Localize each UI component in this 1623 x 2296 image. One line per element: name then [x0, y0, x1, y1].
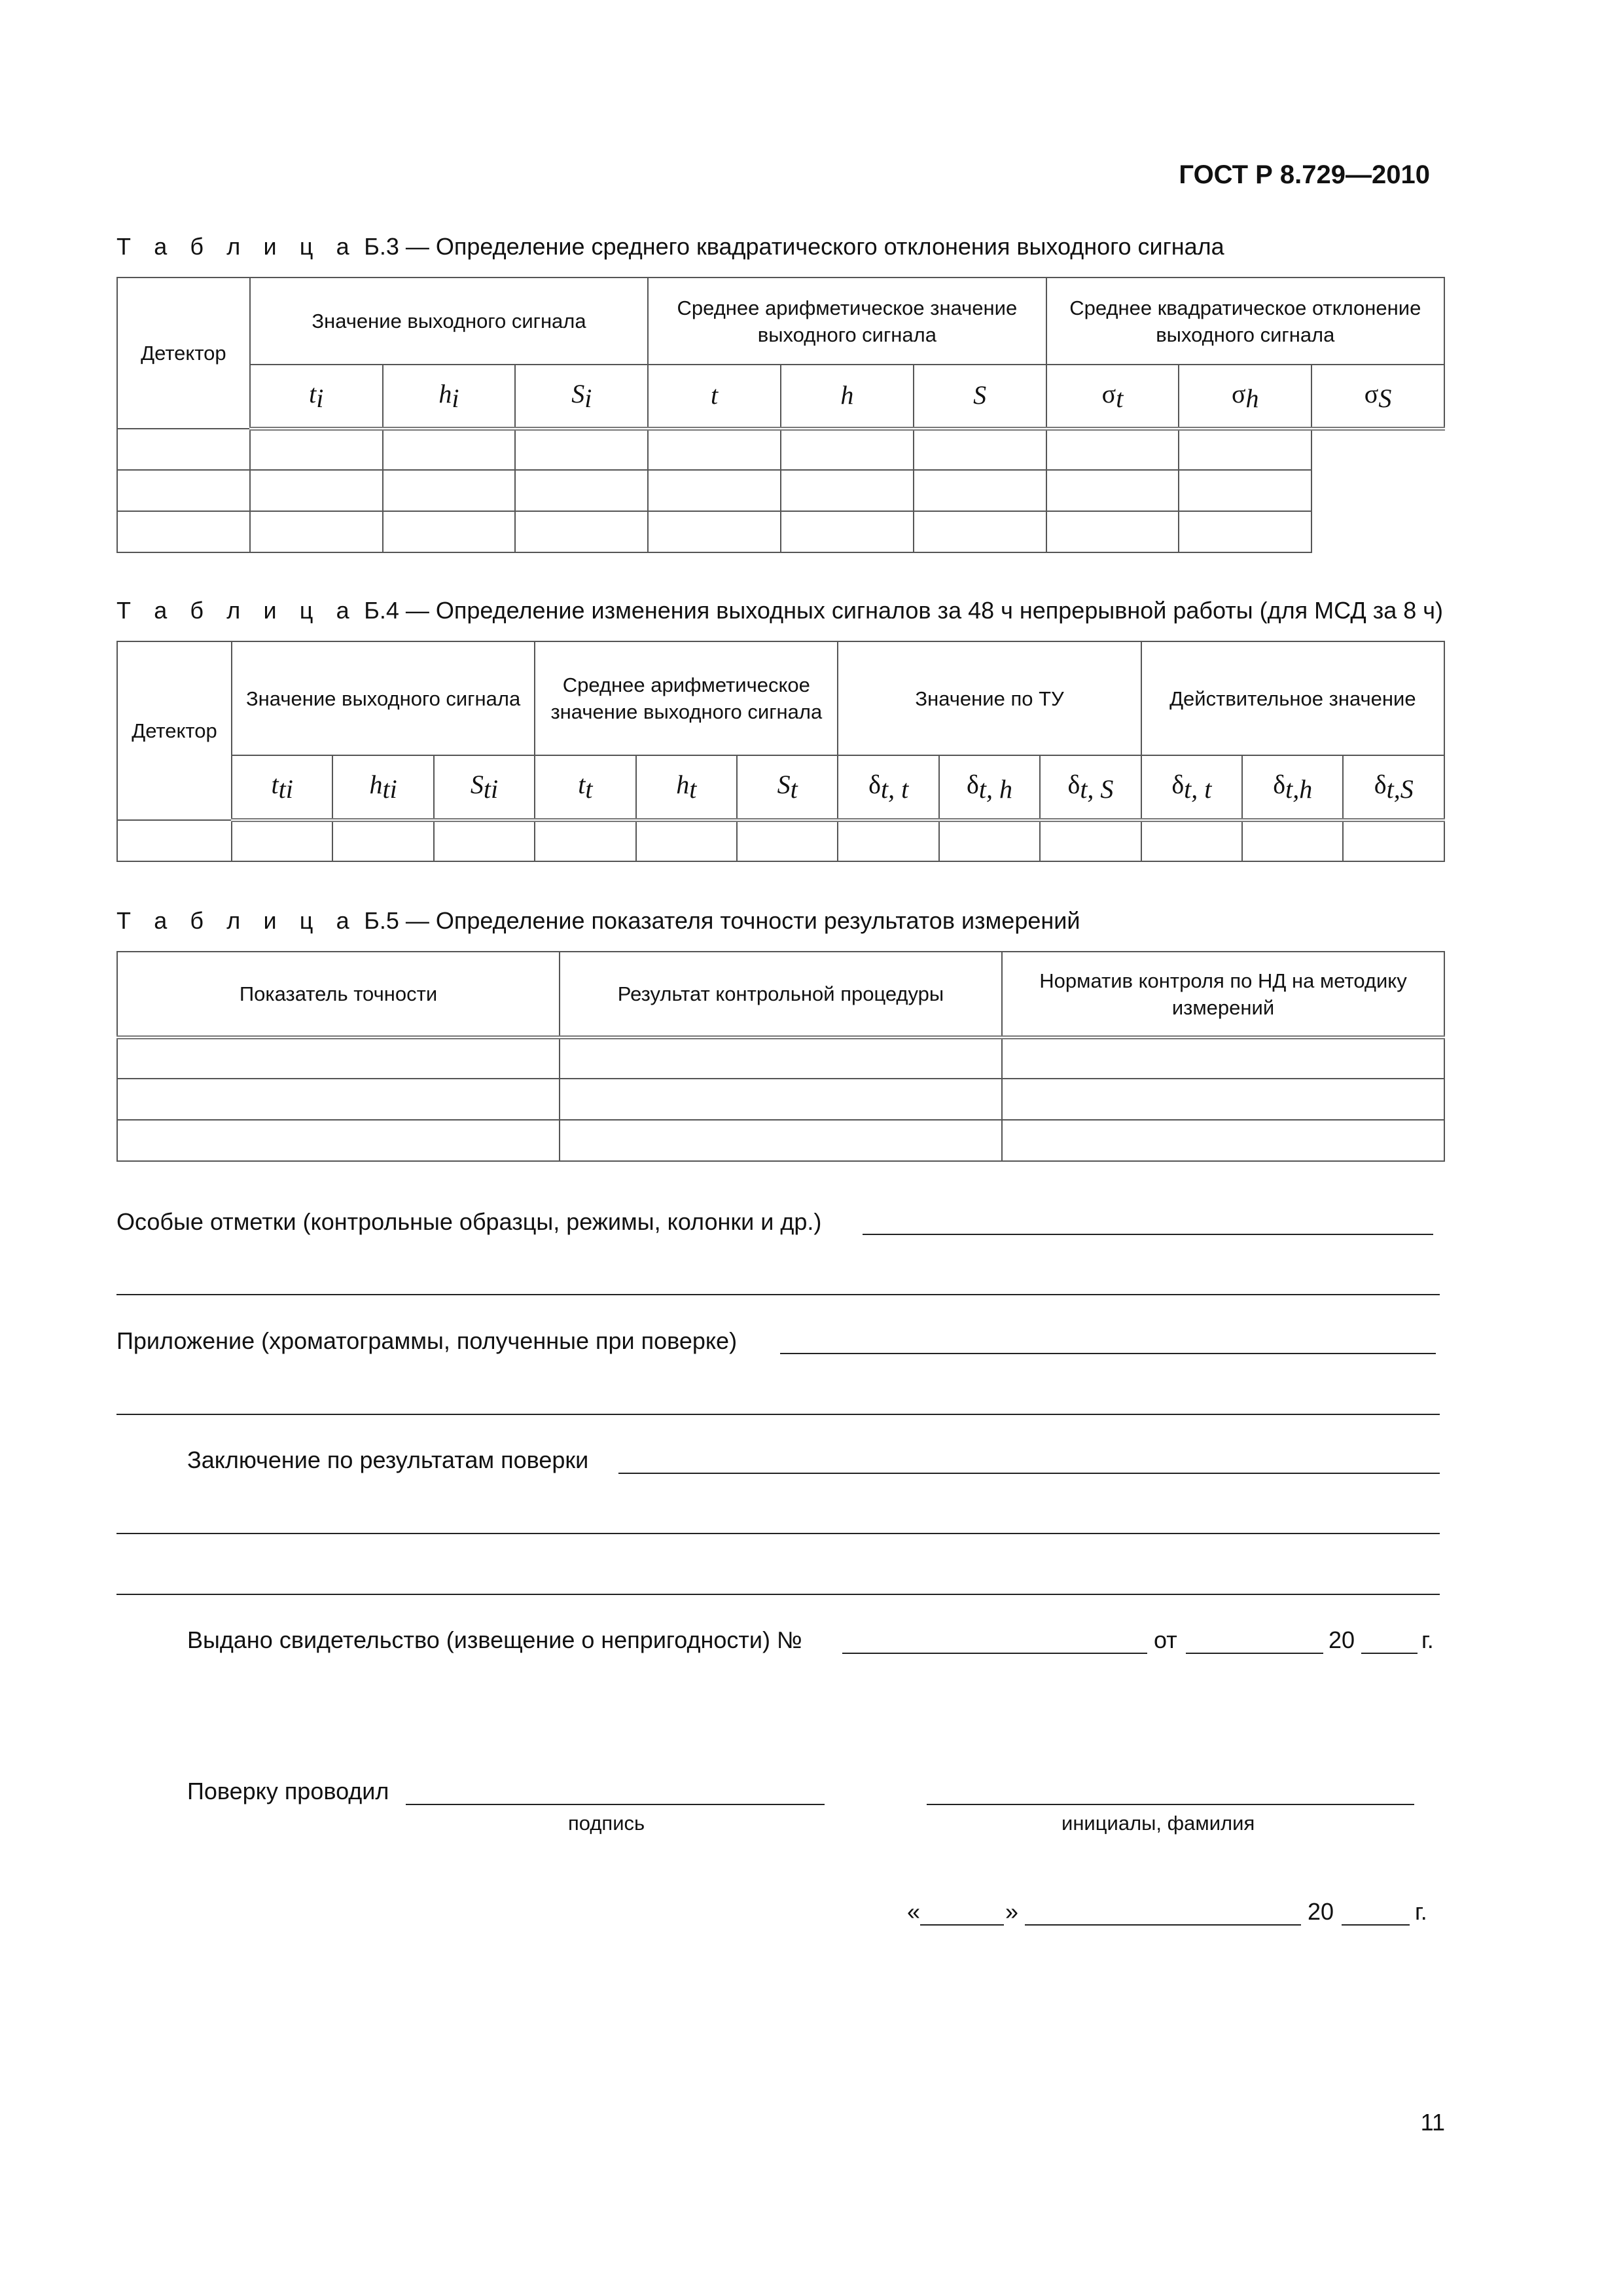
- conclusion-field-line3[interactable]: [116, 1594, 1440, 1595]
- symbol-cell: $\delta_{t, S}$: [1040, 755, 1141, 820]
- appendix-field[interactable]: [780, 1353, 1436, 1354]
- table-row: [117, 1120, 1444, 1161]
- initials-caption: инициалы, фамилия: [1061, 1812, 1255, 1835]
- date-year-suffix: г.: [1415, 1898, 1427, 1925]
- table-row: [117, 1079, 1444, 1120]
- issued-label: Выдано свидетельство (извещение о непригодности) №: [187, 1626, 802, 1653]
- table-row: [117, 1037, 1444, 1079]
- symbol-cell: $\sigma_t$: [1046, 365, 1179, 429]
- symbol-cell: $\delta_{t,h}$: [1242, 755, 1343, 820]
- date-close-quote: »: [1005, 1898, 1019, 1925]
- symbol-cell: $t_i$: [250, 365, 383, 429]
- table-b5: [116, 951, 1445, 1162]
- day-field[interactable]: [920, 1924, 1004, 1926]
- symbol-cell: t: [648, 365, 781, 429]
- date-year-field[interactable]: [1342, 1924, 1410, 1926]
- symbol-cell: $\delta_{t,S}$: [1343, 755, 1444, 820]
- page-number: 11: [1420, 2109, 1445, 2136]
- special-marks-field[interactable]: [863, 1234, 1433, 1235]
- table-row: [117, 820, 1444, 861]
- symbol-cell: $\delta_{t, h}$: [939, 755, 1040, 820]
- symbol-cell: $\sigma_S$: [1311, 365, 1444, 429]
- date-year-prefix: 20: [1308, 1898, 1334, 1925]
- caption-prefix: Т а б л и ц а: [116, 907, 358, 934]
- appendix-field-line2[interactable]: [116, 1414, 1440, 1415]
- caption-prefix: Т а б л и ц а: [116, 233, 358, 260]
- header-spec-value: Значение по ТУ: [838, 641, 1141, 755]
- header-detector: Детектор: [117, 641, 232, 820]
- header-arith-mean: Среднее арифметическое значение выходного сигнала: [535, 641, 838, 755]
- issue-date-field[interactable]: [1186, 1653, 1323, 1654]
- symbol-cell: $\delta_{t, t}$: [1141, 755, 1242, 820]
- initials-field[interactable]: [927, 1804, 1414, 1805]
- symbol-cell: S: [914, 365, 1046, 429]
- symbol-cell: h: [781, 365, 914, 429]
- header-std-dev: Среднее квадратическое отклонение выходного сигнала: [1046, 278, 1444, 365]
- special-marks-field-line2[interactable]: [116, 1294, 1440, 1295]
- header-detector: Детектор: [117, 278, 250, 429]
- symbol-cell: $h_{ti}$: [332, 755, 433, 820]
- table-b5-caption: [116, 907, 1080, 935]
- header-arith-mean: Среднее арифметическое значение выходного сигнала: [648, 278, 1046, 365]
- caption-text: Б.5 — Определение показателя точности результатов измерений: [364, 907, 1080, 934]
- signature-field[interactable]: [406, 1804, 825, 1805]
- table-b4-caption: [116, 597, 1443, 624]
- table-row: [117, 511, 1444, 552]
- caption-text: Б.3 — Определение среднего квадратического отклонения выходного сигнала: [364, 233, 1224, 260]
- signature-caption: подпись: [568, 1812, 645, 1835]
- verified-by-label: Поверку проводил: [187, 1778, 389, 1804]
- symbol-cell: $S_{ti}$: [434, 755, 535, 820]
- table-row: [117, 429, 1444, 470]
- symbol-cell: $\sigma_h$: [1179, 365, 1311, 429]
- from-label: от: [1154, 1626, 1177, 1653]
- year-prefix: 20: [1329, 1626, 1355, 1653]
- date-open-quote: «: [907, 1898, 921, 1925]
- header-control-result: Результат контрольной процедуры: [560, 952, 1002, 1037]
- header-accuracy-index: Показатель точности: [117, 952, 560, 1037]
- caption-prefix: Т а б л и ц а: [116, 597, 358, 624]
- symbol-cell: $h_t$: [636, 755, 737, 820]
- symbol-cell: $t_{ti}$: [232, 755, 332, 820]
- standard-number: ГОСТ Р 8.729—2010: [1179, 160, 1430, 189]
- header-actual-value: Действительное значение: [1141, 641, 1444, 755]
- conclusion-field[interactable]: [618, 1473, 1440, 1474]
- header-output-value: Значение выходного сигнала: [250, 278, 648, 365]
- header-control-norm: Норматив контроля по НД на методику измерений: [1002, 952, 1444, 1037]
- table-b4: [116, 641, 1445, 862]
- special-marks-label: Особые отметки (контрольные образцы, режимы, колонки и др.): [116, 1208, 822, 1235]
- conclusion-label: Заключение по результатам поверки: [187, 1446, 589, 1473]
- appendix-label: Приложение (хроматограммы, полученные при поверке): [116, 1327, 738, 1354]
- year-suffix: г.: [1421, 1626, 1434, 1653]
- table-row: [117, 470, 1444, 511]
- symbol-cell: $S_t$: [737, 755, 838, 820]
- symbol-cell: $t_t$: [535, 755, 635, 820]
- conclusion-field-line2[interactable]: [116, 1533, 1440, 1534]
- header-output-value: Значение выходного сигнала: [232, 641, 535, 755]
- symbol-cell: $h_i$: [383, 365, 516, 429]
- month-field[interactable]: [1025, 1924, 1301, 1926]
- table-b3-caption: [116, 233, 1224, 260]
- symbol-cell: $\delta_{t, t}$: [838, 755, 938, 820]
- caption-text: Б.4 — Определение изменения выходных сигналов за 48 ч непрерывной работы (для МСД за 8 ч): [364, 597, 1443, 624]
- certificate-number-field[interactable]: [842, 1653, 1147, 1654]
- issue-year-field[interactable]: [1361, 1653, 1418, 1654]
- table-b3: [116, 277, 1445, 553]
- symbol-cell: $S_i$: [515, 365, 648, 429]
